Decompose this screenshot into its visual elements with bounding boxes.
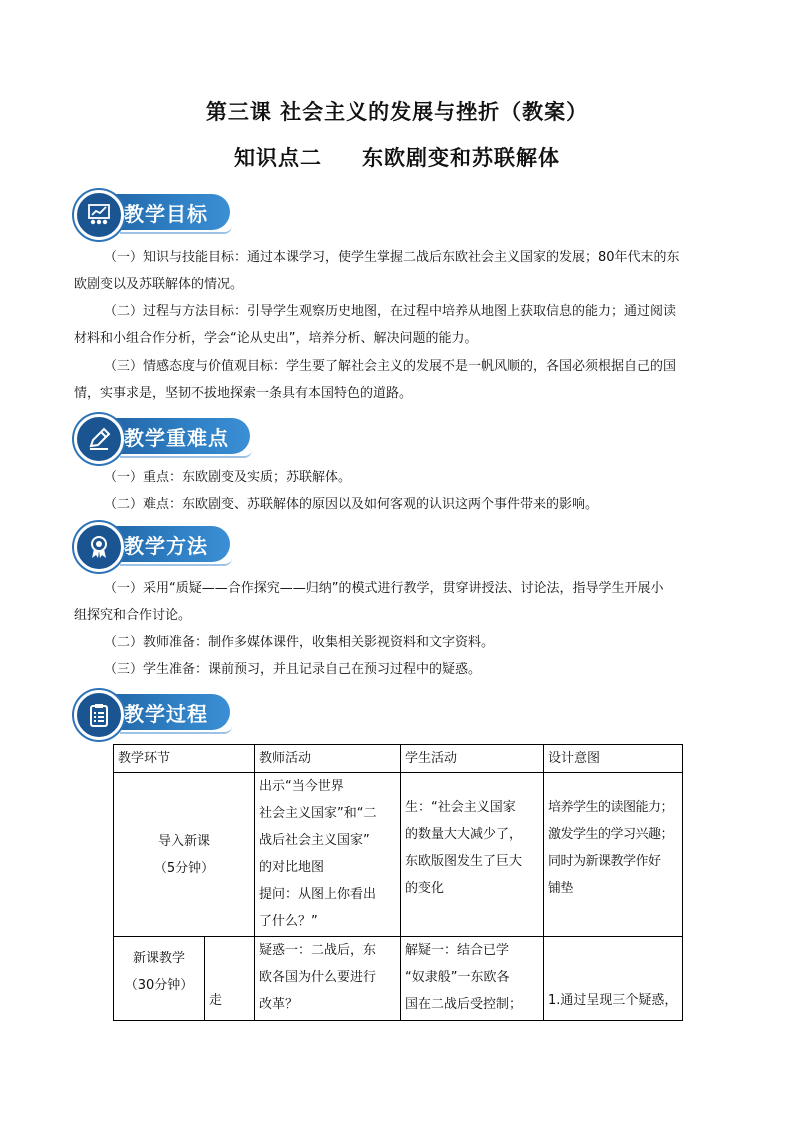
page-title: 第三课 社会主义的发展与挫折（教案） [205,99,589,124]
people-chart-icon [74,190,124,240]
key-point-1: （一）重点：东欧剧变及实质；苏联解体。 [104,470,352,485]
objective-2: （二）过程与方法目标：引导学生观察历史地图，在过程中培养从地图上获取信息的能力；通过阅读 [104,304,677,319]
stage-cell: 导入新课 （5分钟） [114,773,255,937]
section-title: 教学目标 [124,202,208,226]
teacher-cell: 出示“当今世界 社会主义国家”和“二 战后社会主义国家” 的对比地图 提问：从图上你看出 了什么？” [255,773,401,937]
teacher-cell: 疑惑一：二战后，东 欧各国为什么要进行 改革？ [255,937,401,1021]
stage-cell: 新课教学 （30分钟） [114,937,205,1021]
section-title: 教学方法 [124,534,208,558]
header-intent: 设计意图 [544,745,683,773]
objective-1-cont: 欧剧变以及苏联解体的情况。 [74,277,244,292]
method-2: （二）教师准备：制作多媒体课件，收集相关影视资料和文字资料。 [104,635,495,650]
student-cell: 解疑一：结合已学 “奴隶般”一东欧各 国在二战后受控制； [401,937,544,1021]
clipboard-icon [74,690,124,740]
subtitle-topic: 东欧剧变和苏联解体 [362,145,560,170]
table-header-row [114,745,683,773]
method-1: （一）采用“质疑——合作探究——归纳”的模式进行教学，贯穿讲授法、讨论法，指导学生开展小 [104,581,664,596]
student-cell: 生：“社会主义国家 的数量大大减少了， 东欧版图发生了巨大 的变化 [401,773,544,937]
table-row [114,937,683,1021]
table-row [114,773,683,937]
method-1-cont: 组探究和合作讨论。 [74,608,192,623]
sub-stage-cell: 走 [205,937,255,1021]
objective-2-cont: 材料和小组合作分析，学会“论从史出”，培养分析、解决问题的能力。 [74,331,478,346]
header-student: 学生活动 [401,745,544,773]
subtitle-knowledge-point: 知识点二 [234,145,322,170]
section-title: 教学过程 [124,702,208,726]
pencil-icon [74,414,124,464]
award-icon [74,522,124,572]
lesson-process-table [113,744,683,1021]
intent-cell: 1.通过呈现三个疑惑， [544,937,683,1021]
objective-3: （三）情感态度与价值观目标：学生要了解社会主义的发展不是一帆风顺的，各国必须根据自己的国 [104,359,677,374]
objective-1: （一）知识与技能目标：通过本课学习，使学生掌握二战后东欧社会主义国家的发展；80年代末的东 [104,250,680,265]
page-subtitle [0,142,794,172]
method-3: （三）学生准备：课前预习，并且记录自己在预习过程中的疑惑。 [104,662,482,677]
key-point-2: （二）难点：东欧剧变、苏联解体的原因以及如何客观的认识这两个事件带来的影响。 [104,497,599,512]
intent-cell: 培养学生的读图能力； 激发学生的学习兴趣； 同时为新课教学作好 铺垫 [544,773,683,937]
objective-3-cont: 情，实事求是，坚韧不拔地探索一条具有本国特色的道路。 [74,386,413,401]
section-title: 教学重难点 [124,426,229,450]
header-stage: 教学环节 [114,745,255,773]
header-teacher: 教师活动 [255,745,401,773]
